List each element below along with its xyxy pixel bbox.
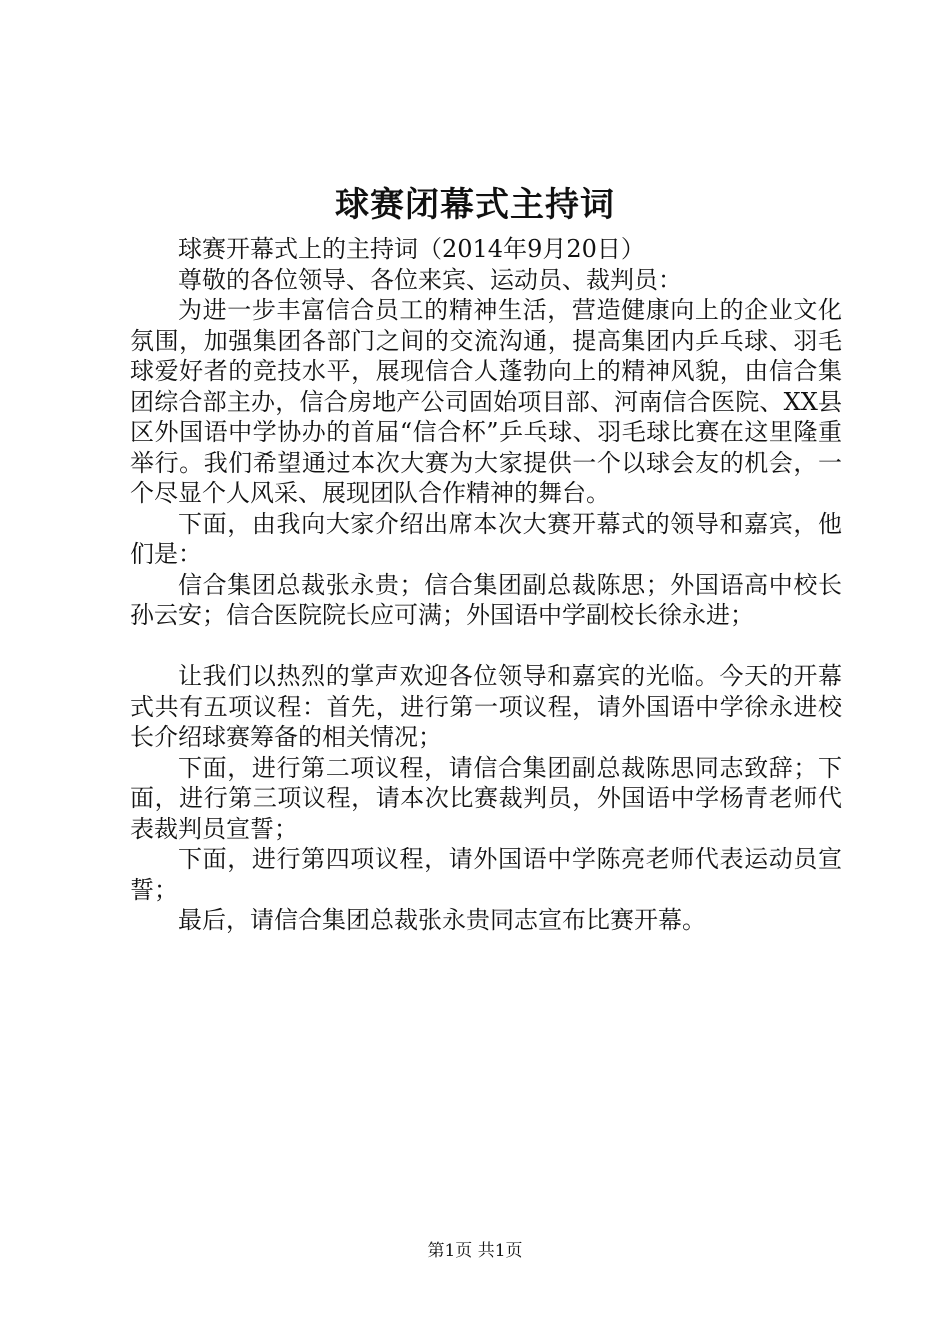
paragraph-spacer <box>130 631 842 662</box>
paragraph-guest-intro: 下面，由我向大家介绍出席本次大赛开幕式的领导和嘉宾，他们是： <box>130 509 842 568</box>
paragraph-salutation: 尊敬的各位领导、各位来宾、运动员、裁判员： <box>178 265 682 294</box>
paragraph-agenda-one: 让我们以热烈的掌声欢迎各位领导和嘉宾的光临。今天的开幕式共有五项议程：首先，进行第一项议程，请外国语中学徐永进校长介绍球赛筹备的相关情况； <box>130 662 842 751</box>
paragraph-closing: 最后，请信合集团总裁张永贵同志宣布比赛开幕。 <box>178 906 706 934</box>
page-footer: 第1页 共1页 <box>427 1241 523 1261</box>
paragraph-guest-list: 信合集团总裁张永贵；信合集团副总裁陈思；外国语高中校长孙云安；信合医院院长应可满；外国语中学副校长徐永进； <box>130 570 842 629</box>
paragraph-subtitle: 球赛开幕式上的主持词（2014年9月20日） <box>178 235 645 263</box>
document-body <box>130 234 842 936</box>
document-title: 球赛闭幕式主持词 <box>335 185 615 225</box>
paragraph-introduction: 为进一步丰富信合员工的精神生活，营造健康向上的企业文化氛围，加强集团各部门之间的交流沟通，提高集团内乒乓球、羽毛球爱好者的竞技水平，展现信合人蓬勃向上的精神风貌，由信合集团综合部主办，信合房地产公司固始项目部、河南信合医院、XX县区外国语中学协办的首届“信合杯”乒乓球、羽毛球比赛在这里隆重举行。我们希望通过本次大赛为大家提供一个以球会友的机会，一个尽显个人风采、展现团队合作精神的舞台。 <box>130 296 842 507</box>
paragraph-agenda-four: 下面，进行第四项议程，请外国语中学陈亮老师代表运动员宣誓； <box>130 845 842 904</box>
paragraph-agenda-two-three: 下面，进行第二项议程，请信合集团副总裁陈思同志致辞；下面，进行第三项议程，请本次比赛裁判员，外国语中学杨青老师代表裁判员宣誓； <box>130 753 842 843</box>
